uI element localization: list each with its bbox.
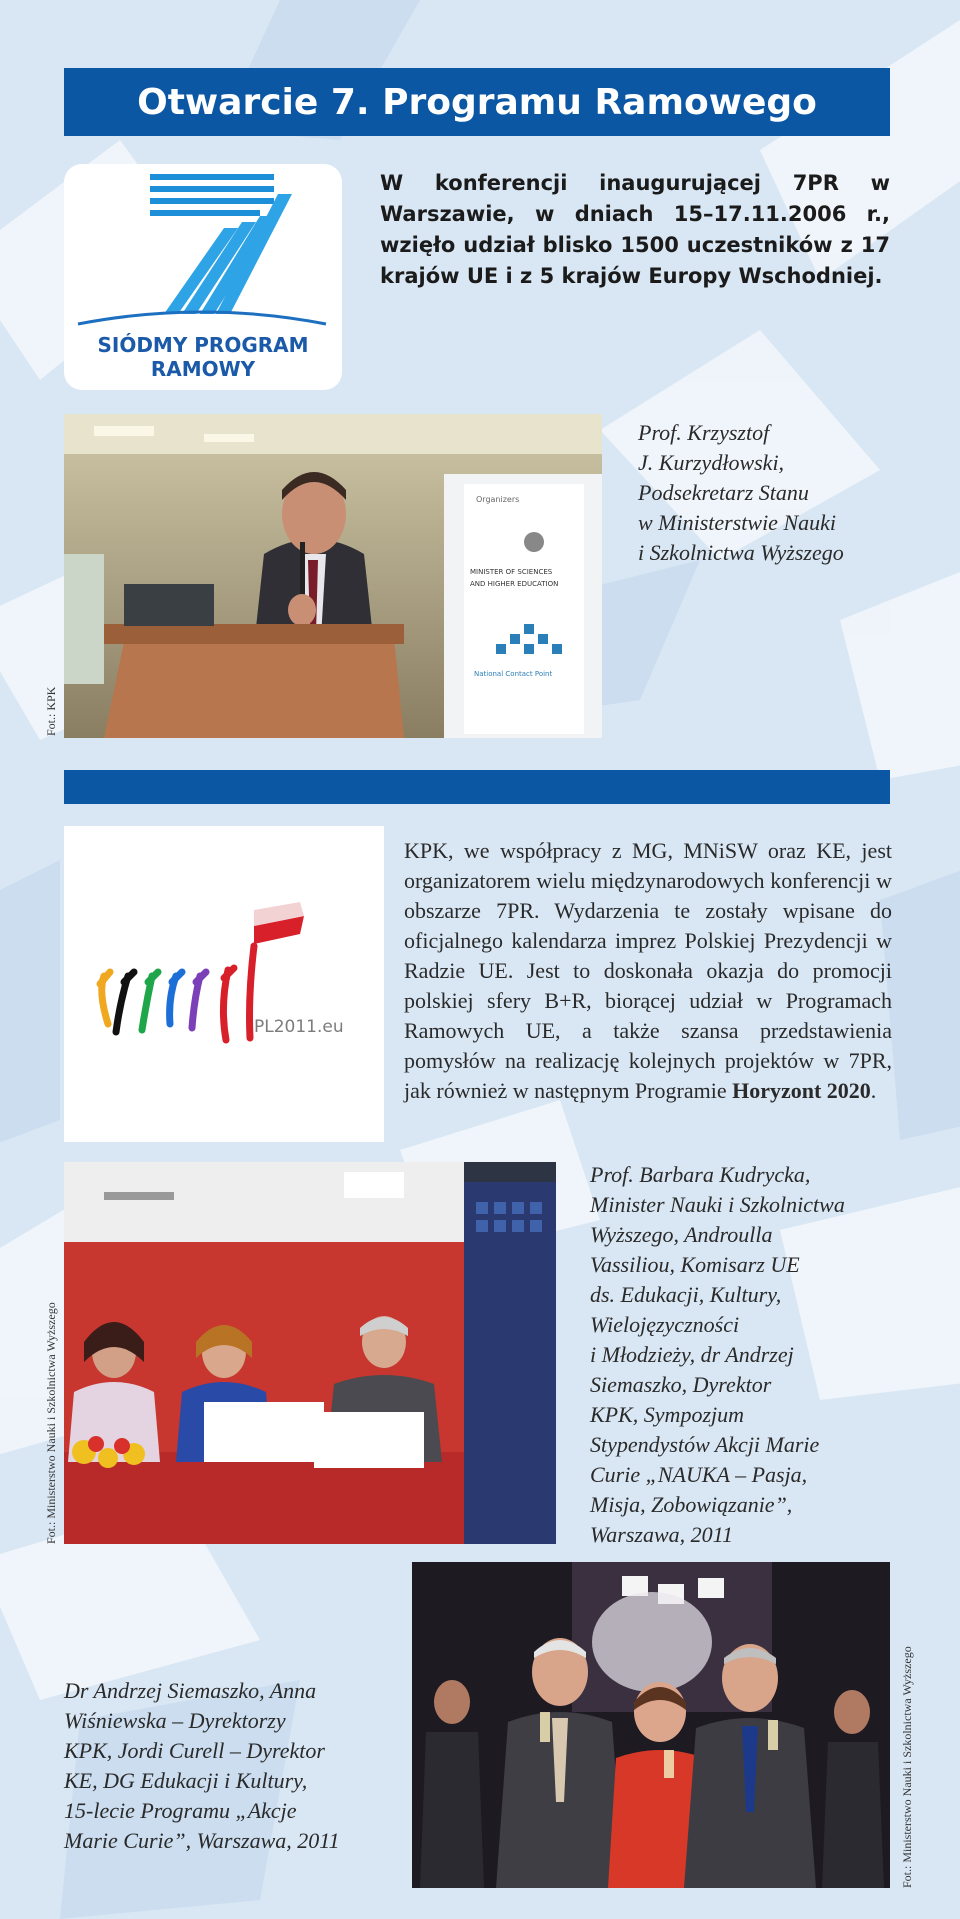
sign-ministry-line1: MINISTER OF SCIENCES bbox=[470, 568, 553, 576]
sign-organizers: Organizers bbox=[476, 495, 520, 504]
photo-celebration bbox=[412, 1562, 890, 1888]
photo-speaker bbox=[64, 414, 602, 738]
photo2-caption bbox=[590, 1160, 910, 1550]
photo1-caption bbox=[638, 418, 898, 568]
caption-line: Marie Curie”, Warszawa, 2011 bbox=[64, 1828, 340, 1853]
photo1-credit: Fot.: KPK bbox=[44, 686, 58, 736]
caption-line: Dr Andrzej Siemaszko, Anna bbox=[64, 1678, 317, 1703]
caption-line: KPK, Sympozjum bbox=[590, 1402, 744, 1427]
logo-line1: SIÓDMY PROGRAM bbox=[97, 333, 309, 357]
caption-line: Podsekretarz Stanu bbox=[638, 480, 809, 505]
caption-line: Stypendystów Akcji Marie bbox=[590, 1432, 820, 1457]
caption-line: Prof. Barbara Kudrycka, bbox=[590, 1162, 811, 1187]
section-divider-bar bbox=[64, 770, 890, 804]
seven-logo-graphic bbox=[64, 164, 342, 390]
caption-line: w Ministerstwie Nauki bbox=[638, 510, 836, 535]
intro-paragraph: W konferencji inaugurującej 7PR w Warszawie, w dniach 15–17.11.2006 r., wzięło udział blisko 1500 uczestników z 17 krajów UE i z 5 krajów Europy Wschodniej. bbox=[380, 171, 890, 288]
caption-line: Minister Nauki i Szkolnictwa bbox=[590, 1192, 845, 1217]
pl2011-logo-graphic bbox=[64, 826, 384, 1142]
caption-line: 15-lecie Programu „Akcje bbox=[64, 1798, 297, 1823]
caption-line: KE, DG Edukacji i Kultury, bbox=[64, 1768, 308, 1793]
logo-line2: RAMOWY bbox=[150, 357, 256, 381]
caption-line: Misja, Zobowiązanie”, bbox=[590, 1492, 793, 1517]
photo-panel bbox=[64, 1162, 556, 1544]
caption-line: Vassiliou, Komisarz UE bbox=[590, 1252, 800, 1277]
page-title: Otwarcie 7. Programu Ramowego bbox=[137, 81, 817, 123]
photo3-caption bbox=[64, 1676, 404, 1856]
page-title-banner bbox=[64, 68, 890, 136]
caption-line: i Szkolnictwa Wyższego bbox=[638, 540, 844, 565]
caption-line: Prof. Krzysztof bbox=[638, 420, 770, 445]
caption-line: ds. Edukacji, Kultury, bbox=[590, 1282, 782, 1307]
sign-ministry-line2: AND HIGHER EDUCATION bbox=[470, 580, 559, 588]
photo2-credit: Fot.: Ministerstwo Nauki i Szkolnictwa Wyższego bbox=[44, 1302, 58, 1544]
seventh-framework-logo bbox=[64, 164, 342, 390]
caption-line: Wiśniewska – Dyrektorzy bbox=[64, 1708, 286, 1733]
body-end: . bbox=[870, 1078, 877, 1103]
caption-line: Siemaszko, Dyrektor bbox=[590, 1372, 772, 1397]
caption-line: Curie „NAUKA – Pasja, bbox=[590, 1462, 808, 1487]
caption-line: Wyższego, Androulla bbox=[590, 1222, 773, 1247]
caption-line: KPK, Jordi Curell – Dyrektor bbox=[64, 1738, 325, 1763]
sign-ncp: National Contact Point bbox=[474, 670, 553, 678]
pl2011-label: PL2011.eu bbox=[254, 1017, 344, 1037]
pl2011-logo bbox=[64, 826, 384, 1142]
caption-line: Wielojęzyczności bbox=[590, 1312, 740, 1337]
caption-line: Warszawa, 2011 bbox=[590, 1522, 734, 1547]
body-bold-term: Horyzont 2020 bbox=[732, 1078, 871, 1103]
body-paragraph bbox=[404, 836, 892, 1106]
caption-line: i Młodzieży, dr Andrzej bbox=[590, 1342, 794, 1367]
caption-line: J. Kurzydłowski, bbox=[638, 450, 785, 475]
photo3-credit: Fot.: Ministerstwo Nauki i Szkolnictwa Wyższego bbox=[900, 1646, 914, 1888]
body-text: KPK, we współpracy z MG, MNiSW oraz KE, jest organizatorem wielu międzynarodowych konferencji w obszarze 7PR. Wydarzenia te zostały wpisane do oficjalnego kalendarza imprez Polskiej Prezydencji w Radzie UE. Jest to doskonała okazja do promocji polskiej sfery B+R, biorącej udział w Programach Ramowych UE, a także szansa przedstawienia pomysłów na realizację kolejnych projektów w 7PR, jak również w następnym Programie bbox=[404, 838, 892, 1103]
